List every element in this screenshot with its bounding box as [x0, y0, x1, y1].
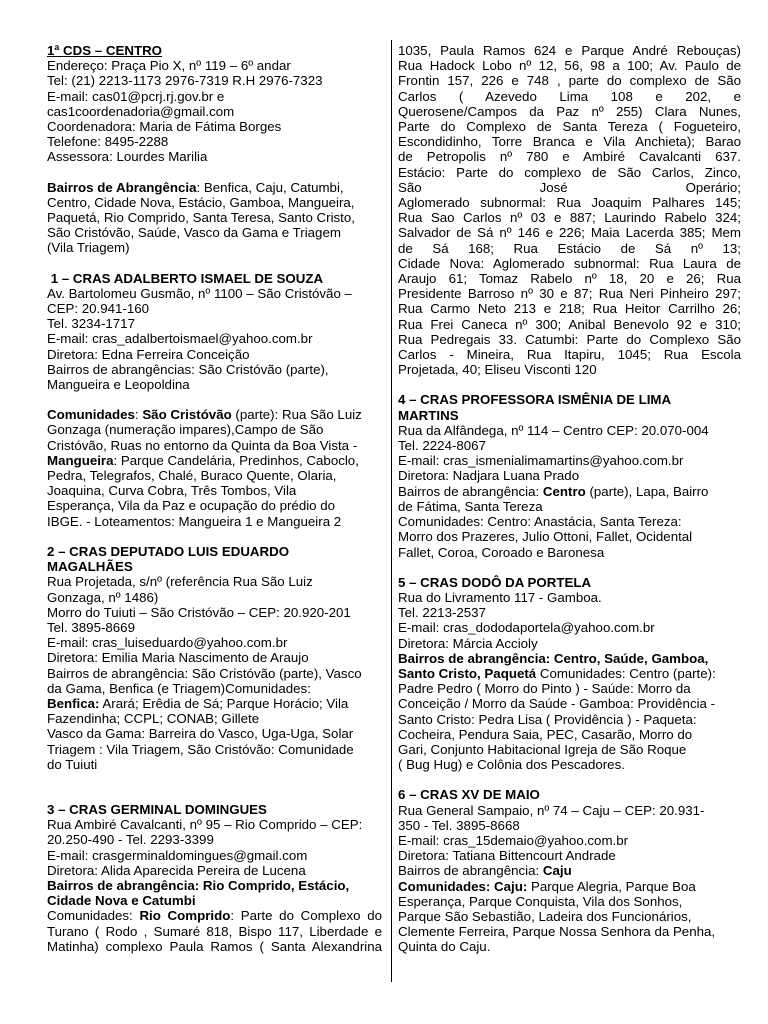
text-line: Coordenadora: Maria de Fátima Borges	[47, 119, 282, 135]
text-line: Salvador de Sá nº 146 e 226; Maia Lacerda 385; Mem	[398, 225, 741, 241]
text-line: Querosene/Campos da Paz nº 255) Clara Nunes,	[398, 103, 741, 119]
text-line: Parque São Sebastião, Ladeira dos Funcionários,	[398, 908, 692, 924]
paragraph-gap	[47, 787, 382, 802]
text-line: Pedra, Telegrafos, Chalé, Buraco Quente, Olaria,	[47, 468, 337, 484]
paragraph-gap	[47, 256, 382, 271]
text-line: Cidade Nova e Catumbi	[47, 893, 196, 909]
text-line: Comunidades: Caju: Parque Alegria, Parque Boa	[398, 878, 696, 894]
text-line: de Fátima, Santa Tereza	[398, 498, 543, 514]
text-line: Bairros de abrangência: Rio Comprido, Estácio,	[47, 877, 350, 893]
text-line: Conceição / Morro da Saúde - Gamboa: Providência -	[398, 696, 716, 712]
text-line: Diretora: Márcia Accioly	[398, 635, 538, 651]
text-line: Rua Sao Carlos nº 03 e 887; Laurindo Rabelo 324;	[398, 210, 741, 226]
text-line: Carlos ( Azevedo Lima 108 e 202, e	[398, 88, 741, 104]
text-line: 1035, Paula Ramos 624 e Parque André Rebouças)	[398, 43, 741, 58]
text-line: 1ª CDS – CENTRO	[47, 43, 163, 58]
text-line: Telefone: 8495-2288	[47, 134, 169, 150]
text-line: Frontin 157, 226 e 748 , parte do complexo de São	[398, 73, 741, 89]
text-line: E-mail: cras_luiseduardo@yahoo.com.br	[47, 635, 288, 651]
text-line: Gonzaga (numeração impares),Campo de São	[47, 422, 324, 438]
paragraph-gap	[398, 560, 741, 575]
text-line: Tel: (21) 2213-1173 2976-7319 R.H 2976-7323	[47, 73, 323, 89]
text-line: Cidade Nova: Aglomerado subnormal: Rua Laura de	[398, 255, 741, 271]
text-line: Triagem : Vila Triagem, São Cristóvão: Comunidade	[47, 741, 354, 757]
text-line: Gari, Conjunto Habitacional Igreja de São Roque	[398, 741, 687, 757]
text-line: Bairros de abrangência: Centro (parte), Lapa, Bairro	[398, 483, 709, 499]
text-line: Padre Pedro ( Morro do Pinto ) - Saúde: Morro da	[398, 681, 691, 697]
text-line: Rua Carmo Neto 213 e 218; Rua Heitor Carrilho 26;	[398, 301, 741, 317]
text-line: MARTINS	[398, 407, 459, 423]
text-line: Esperança, Parque Conquista, Vila dos Sonhos,	[398, 893, 683, 909]
text-line: Bairros de abrangência: São Cristóvão (parte), Vasco	[47, 665, 362, 681]
text-line: São José Operário;	[398, 179, 741, 195]
text-line: Tel. 3234-1717	[47, 316, 135, 332]
text-line: 5 – CRAS DODÔ DA PORTELA	[398, 574, 592, 590]
text-line: E-mail: cras_15demaio@yahoo.com.br	[398, 832, 629, 848]
text-line: MAGALHÃES	[47, 559, 133, 575]
text-line: Escondidinho, Torre Branca e Vila Anchieta); Barao	[398, 134, 741, 150]
text-line: Tel. 2224-8067	[398, 438, 486, 454]
text-line: 20.250-490 - Tel. 2293-3399	[47, 832, 214, 848]
text-line: 6 – CRAS XV DE MAIO	[398, 787, 540, 803]
text-line: Cristóvão, Ruas no entorno da Quinta da Boa Vista -	[47, 437, 358, 453]
left-column	[47, 43, 382, 954]
paragraph-gap	[47, 529, 382, 544]
text-line: 350 - Tel. 3895-8668	[398, 817, 520, 833]
text-line: IBGE. - Loteamentos: Mangueira 1 e Mangueira 2	[47, 513, 342, 529]
text-line: CEP: 20.941-160	[47, 301, 150, 317]
text-line: Tel. 3895-8669	[47, 619, 135, 635]
text-line: Tel. 2213-2537	[398, 605, 486, 621]
text-line: Turano ( Rodo , Sumaré 818, Bispo 117, Liberdade e	[47, 923, 382, 939]
text-line: Gonzaga, nº 1486)	[47, 589, 159, 605]
text-line: Rua Projetada, s/nº (referência Rua São Luiz	[47, 574, 313, 590]
text-line: Diretora: Emilia Maria Nascimento de Araujo	[47, 650, 309, 666]
right-column	[398, 43, 741, 955]
text-line: Diretora: Nadjara Luana Prado	[398, 468, 580, 484]
text-line: Cocheira, Pendura Saia, PEC, Casarão, Morro do	[398, 726, 693, 742]
text-line: Morro dos Prazeres, Julio Ottoni, Fallet, Ocidental	[398, 529, 693, 545]
text-line: 1 – CRAS ADALBERTO ISMAEL DE SOUZA	[47, 270, 324, 286]
text-line: Comunidades: Centro: Anastácia, Santa Tereza:	[398, 514, 682, 530]
text-line: Comunidades: São Cristóvão (parte): Rua São Luiz	[47, 407, 362, 423]
text-line: E-mail: cras_dododaportela@yahoo.com.br	[398, 620, 655, 636]
text-line: Mangueira: Parque Candelária, Predinhos, Caboclo,	[47, 452, 359, 468]
text-line: Rua Pedregais 33. Catumbi: Parte do Complexo São	[398, 331, 741, 347]
text-line: E-mail: crasgerminaldomingues@gmail.com	[47, 847, 308, 863]
text-line: Aglomerado subnormal: Rua Joaquim Palhares 145;	[398, 195, 741, 211]
text-line: ( Bug Hug) e Colônia dos Pescadores.	[398, 757, 625, 773]
text-line: Matinha) complexo Paula Ramos ( Santa Alexandrina	[47, 938, 382, 954]
text-line: E-mail: cras_adalbertoismael@yahoo.com.br	[47, 331, 313, 347]
text-line: Carlos - Mineira, Rua Itapiru, 1045; Rua Escola	[398, 347, 741, 363]
text-line: Comunidades: Rio Comprido: Parte do Complexo do	[47, 908, 382, 924]
text-line: Santo Cristo: Pedra Lisa ( Providência ) - Paqueta:	[398, 711, 697, 727]
text-line: Rua General Sampaio, nº 74 – Caju – CEP: 20.931-	[398, 802, 705, 818]
text-line: Morro do Tuiuti – São Cristóvão – CEP: 20.920-201	[47, 604, 351, 620]
text-line: Esperança, Vila da Paz e ocupação do prédio do	[47, 498, 336, 514]
text-line: E-mail: cas01@pcrj.rj.gov.br e	[47, 88, 225, 104]
text-line: do Tuiuti	[47, 756, 98, 772]
text-line: Assessora: Lourdes Marilia	[47, 149, 208, 165]
text-line: Bairros de abrangência: Centro, Saúde, Gamboa,	[398, 650, 709, 666]
text-line: São Cristóvão, Saúde, Vasco da Gama e Triagem	[47, 225, 341, 241]
text-line: Mangueira e Leopoldina	[47, 377, 190, 393]
text-line: Rua Frei Caneca nº 300; Anibal Benevolo 92 e 310;	[398, 316, 741, 332]
paragraph-gap	[398, 772, 741, 787]
text-line: Bairros de abrangências: São Cristóvão (parte),	[47, 361, 329, 377]
paragraph-gap	[47, 772, 382, 787]
text-line: Araujo 61; Tomaz Rabelo nº 18, 20 e 26; Rua	[398, 271, 741, 287]
text-line: Joaquina, Curva Cobra, Três Tombos, Vila	[47, 483, 297, 499]
text-line: 2 – CRAS DEPUTADO LUIS EDUARDO	[47, 543, 290, 559]
text-line: Quinta do Caju.	[398, 939, 491, 955]
text-line: Diretora: Alida Aparecida Pereira de Lucena	[47, 862, 306, 878]
text-line: 3 – CRAS GERMINAL DOMINGUES	[47, 801, 267, 817]
text-line: Diretora: Tatiana Bittencourt Andrade	[398, 848, 616, 864]
text-line: Av. Bartolomeu Gusmão, nº 1100 – São Cristóvão –	[47, 285, 352, 301]
text-line: Centro, Cidade Nova, Estácio, Gamboa, Mangueira,	[47, 194, 355, 210]
paragraph-gap	[47, 392, 382, 407]
column-divider	[391, 40, 392, 982]
text-line: Diretora: Edna Ferreira Conceição	[47, 346, 250, 362]
text-line: Bairros de Abrangência: Benfica, Caju, Catumbi,	[47, 179, 344, 195]
paragraph-gap	[47, 165, 382, 180]
text-line: Estácio: Parte do complexo de São Carlos, Zinco,	[398, 164, 741, 180]
text-line: Santo Cristo, Paquetá Comunidades: Centro (parte):	[398, 665, 716, 681]
text-line: Vasco da Gama: Barreira do Vasco, Uga-Uga, Solar	[47, 726, 354, 742]
text-line: Projetada, 40; Eliseu Visconti 120	[398, 362, 597, 378]
text-line: Bairros de abrangência: Caju	[398, 863, 572, 879]
text-line: Presidente Barroso nº 30 e 87; Rua Neri Pinheiro 297;	[398, 286, 741, 302]
paragraph-gap	[398, 377, 741, 392]
text-line: da Gama, Benfica (e Triagem)Comunidades:	[47, 680, 311, 696]
text-line: Fazendinha; CCPL; CONAB; Gillete	[47, 711, 260, 727]
text-line: Parte do Complexo de Santa Tereza ( Fogueteiro,	[398, 119, 741, 135]
text-line: Paquetá, Rio Comprido, Santa Teresa, Santo Cristo,	[47, 210, 355, 226]
text-line: E-mail: cras_ismenialimamartins@yahoo.com.br	[398, 453, 684, 469]
text-line: Benfica: Arará; Erêdia de Sá; Parque Horácio; Vila	[47, 695, 349, 711]
text-line: Clemente Ferreira, Parque Nossa Senhora da Penha,	[398, 924, 716, 940]
text-line: de Sá 168; Rua Estácio de Sá nº 13;	[398, 240, 741, 256]
text-line: Endereço: Praça Pio X, nº 119 – 6º andar	[47, 58, 291, 74]
text-line: Rua do Livramento 117 - Gamboa.	[398, 589, 602, 605]
text-line: de Petropolis nº 780 e Ambiré Cavalcanti 637.	[398, 149, 741, 165]
text-line: (Vila Triagem)	[47, 240, 130, 256]
text-line: Fallet, Coroa, Coroado e Baronesa	[398, 544, 605, 560]
text-line: Rua Hadock Lobo nº 12, 56, 98 a 100; Av. Paulo de	[398, 58, 741, 74]
text-line: Rua Ambiré Cavalcanti, nº 95 – Rio Comprido – CEP:	[47, 817, 363, 833]
text-line: 4 – CRAS PROFESSORA ISMÊNIA DE LIMA	[398, 392, 672, 408]
text-line: cas1coordenadoria@gmail.com	[47, 103, 235, 119]
text-line: Rua da Alfândega, nº 114 – Centro CEP: 20.070-004	[398, 422, 709, 438]
